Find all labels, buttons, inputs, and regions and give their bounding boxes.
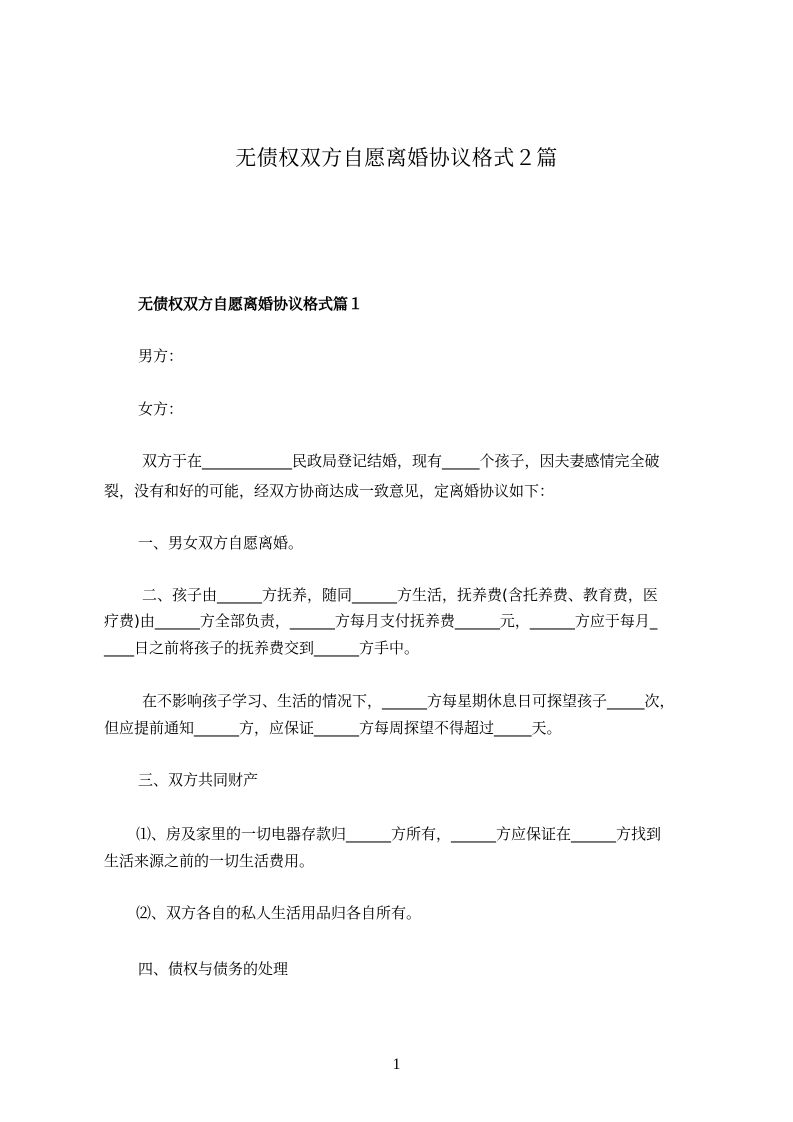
paragraph-2-line-2: 疗费)由______方全部负责，______方每月支付抚养费______元，______方应于每月_ xyxy=(104,612,658,630)
paragraph-4-line-1: ⑴、房及家里的一切电器存款归______方所有，______方应保证在______方找到 xyxy=(136,825,662,843)
paragraph-5: ⑵、双方各自的私人生活用品归各自所有。 xyxy=(136,904,422,922)
paragraph-4-line-2: 生活来源之前的一切生活费用。 xyxy=(104,852,315,870)
female-party-line: 女方： xyxy=(138,400,184,418)
clause-3: 三、双方共同财产 xyxy=(138,771,259,789)
paragraph-2-line-1: 二、孩子由______方抚养，随同______方生活，抚养费(含托养费、教育费，医 xyxy=(142,586,658,604)
paragraph-3-line-1: 在不影响孩子学习、生活的情况下，______方每星期休息日可探望孩子_____次， xyxy=(142,692,675,710)
paragraph-3-line-2: 但应提前通知______方，应保证______方每周探望不得超过_____天。 xyxy=(104,719,562,737)
section-heading: 无债权双方自愿离婚协议格式篇１ xyxy=(138,295,364,313)
paragraph-1-line-1: 双方于在____________民政局登记结婚，现有_____个孩子，因夫妻感情完全破 xyxy=(142,452,660,470)
male-party-line: 男方： xyxy=(138,347,184,365)
paragraph-1-line-2: 裂，没有和好的可能，经双方协商达成一致意见，定离婚协议如下： xyxy=(104,482,555,500)
paragraph-2-line-3: ____日之前将孩子的抚养费交到______方手中。 xyxy=(104,639,420,657)
clause-4: 四、债权与债务的处理 xyxy=(138,960,289,978)
document-title: 无债权双方自愿离婚协议格式２篇 xyxy=(235,146,558,170)
clause-1: 一、男女双方自愿离婚。 xyxy=(138,534,304,552)
page-number: 1 xyxy=(392,1056,401,1073)
